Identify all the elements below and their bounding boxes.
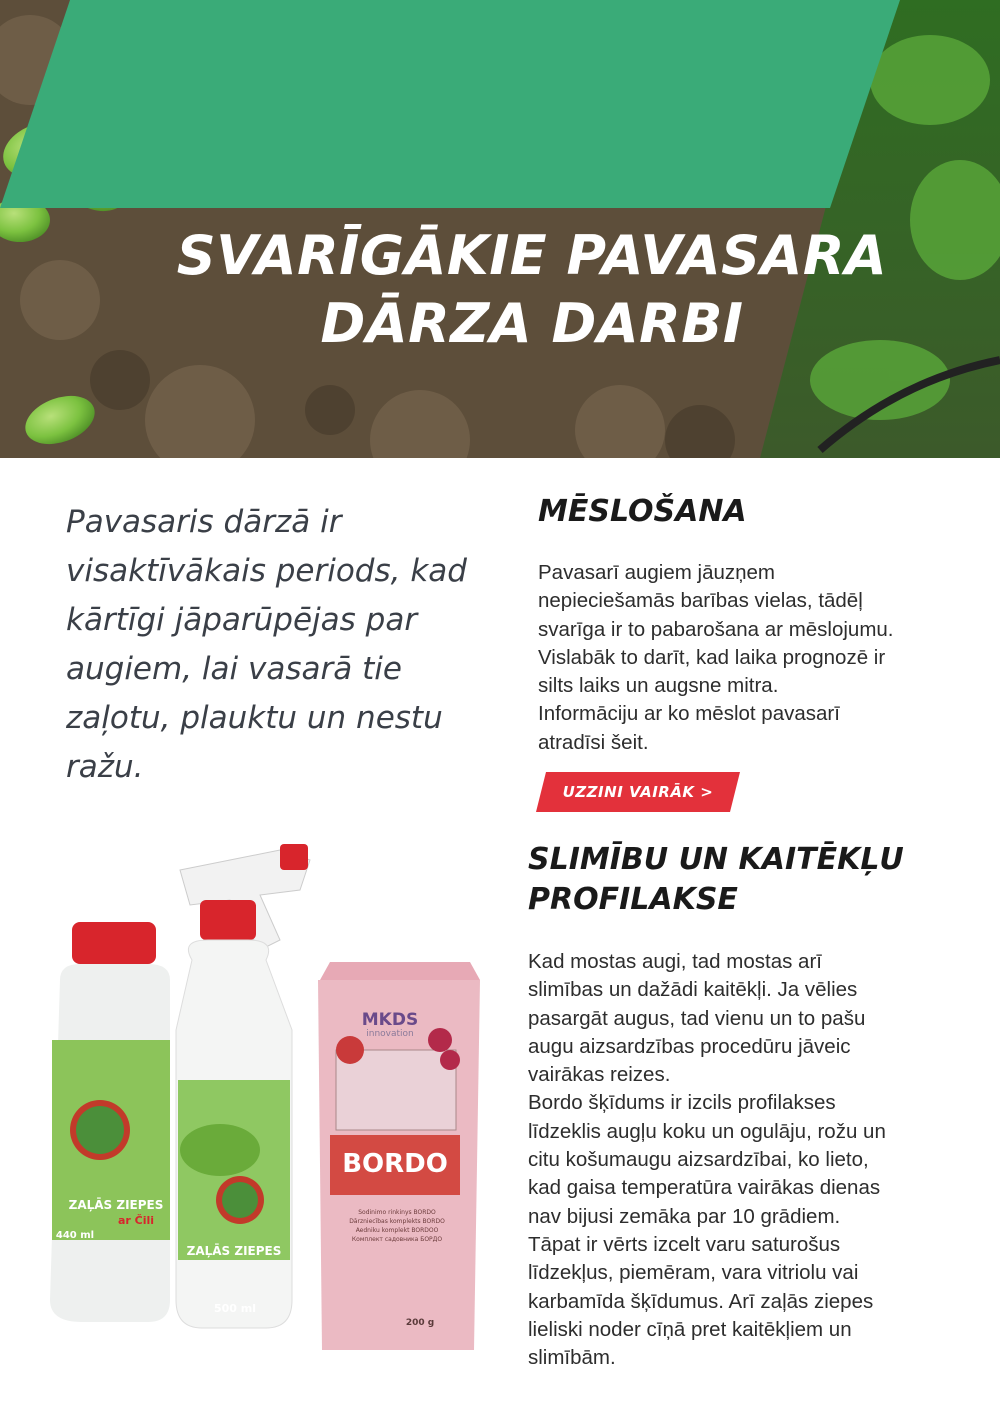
- prevention-title-line-1: SLIMĪBU UN KAITĒKĻU: [528, 842, 904, 877]
- page-title-line-2: DĀRZA DARBI: [320, 292, 744, 355]
- box-line: Aedniku komplekt BORDOO: [355, 1227, 439, 1234]
- fertilizing-text: Pavasarī augiem jāuzņem nepieciešamās barības vielas, tādēļ svarīga ir to pabarošana ar mēslojumu. Vislabāk to darīt, kad laika prognozē ir silts laiks un augsne mitra. Informāciju ar ko mēslot pavasarī atradīsi šeit.: [538, 561, 894, 754]
- box-brand-sub: innovation: [366, 1029, 414, 1039]
- prevention-title: [528, 840, 988, 920]
- bottle1-volume: 440 ml: [55, 1230, 95, 1241]
- box-line: Sodinimo rinkinys BORDO: [358, 1209, 436, 1216]
- box-weight: 200 g: [405, 1318, 435, 1328]
- product-image: [30, 830, 500, 1350]
- title-banner: [0, 0, 900, 208]
- soap-bottle-small: [50, 922, 170, 1322]
- learn-more-label: UZZINI VAIRĀK >: [562, 783, 714, 801]
- prevention-text: Kad mostas augi, tad mostas arī slimības un dažādi kaitēkļi. Ja vēlies pasargāt augus, tad vienu un to pašu augu aizsardzības procedūru jāveic vairākas reizes. Bordo šķīdums ir izcils profilakses līdzeklis augļu koku un ogulāju, rožu un citu košumaugu aizsardzībai, ko lieto, kad gaisa temperatūra vairākas dienas nav bijusi zemāka par 10 grādiem. Tāpat ir vērts izcelt varu saturošus līdzekļus, piemēram, vara vitriolu vai karbamīda šķīdumus. Arī zaļās ziepes lieliski noder cīņā pret kaitēkļiem un slimībām.: [528, 950, 886, 1370]
- bottle1-sub: ar Čili: [117, 1214, 155, 1227]
- bottle2-label: ZAĻĀS ZIEPES: [186, 1244, 282, 1258]
- fertilizing-title: MĒSLOŠANA: [538, 494, 747, 529]
- page-title-line-1: SVARĪGĀKIE PAVASARA: [176, 224, 888, 287]
- hero-image: [0, 0, 1000, 458]
- box-line: Комплект садовника БОРДО: [351, 1236, 443, 1243]
- learn-more-button[interactable]: [536, 772, 740, 812]
- box-text: [338, 1208, 456, 1244]
- box-name: BORDO: [342, 1149, 448, 1179]
- bottle1-label: ZAĻĀS ZIEPES: [68, 1198, 164, 1212]
- bottle2-volume: 500 ml: [213, 1302, 257, 1315]
- box-line: Dārzniecības komplekts BORDO: [349, 1218, 445, 1225]
- prevention-title-line-2: PROFILAKSE: [528, 882, 738, 917]
- page-title: [112, 222, 952, 358]
- box-brand: MKDS: [361, 1010, 419, 1030]
- intro-text: Pavasaris dārzā ir visaktīvākais periods, kad kārtīgi jāparūpējas par augiem, lai vasarā tie zaļotu, plauktu un nestu ražu.: [66, 504, 467, 785]
- products-illustration: [30, 830, 500, 1350]
